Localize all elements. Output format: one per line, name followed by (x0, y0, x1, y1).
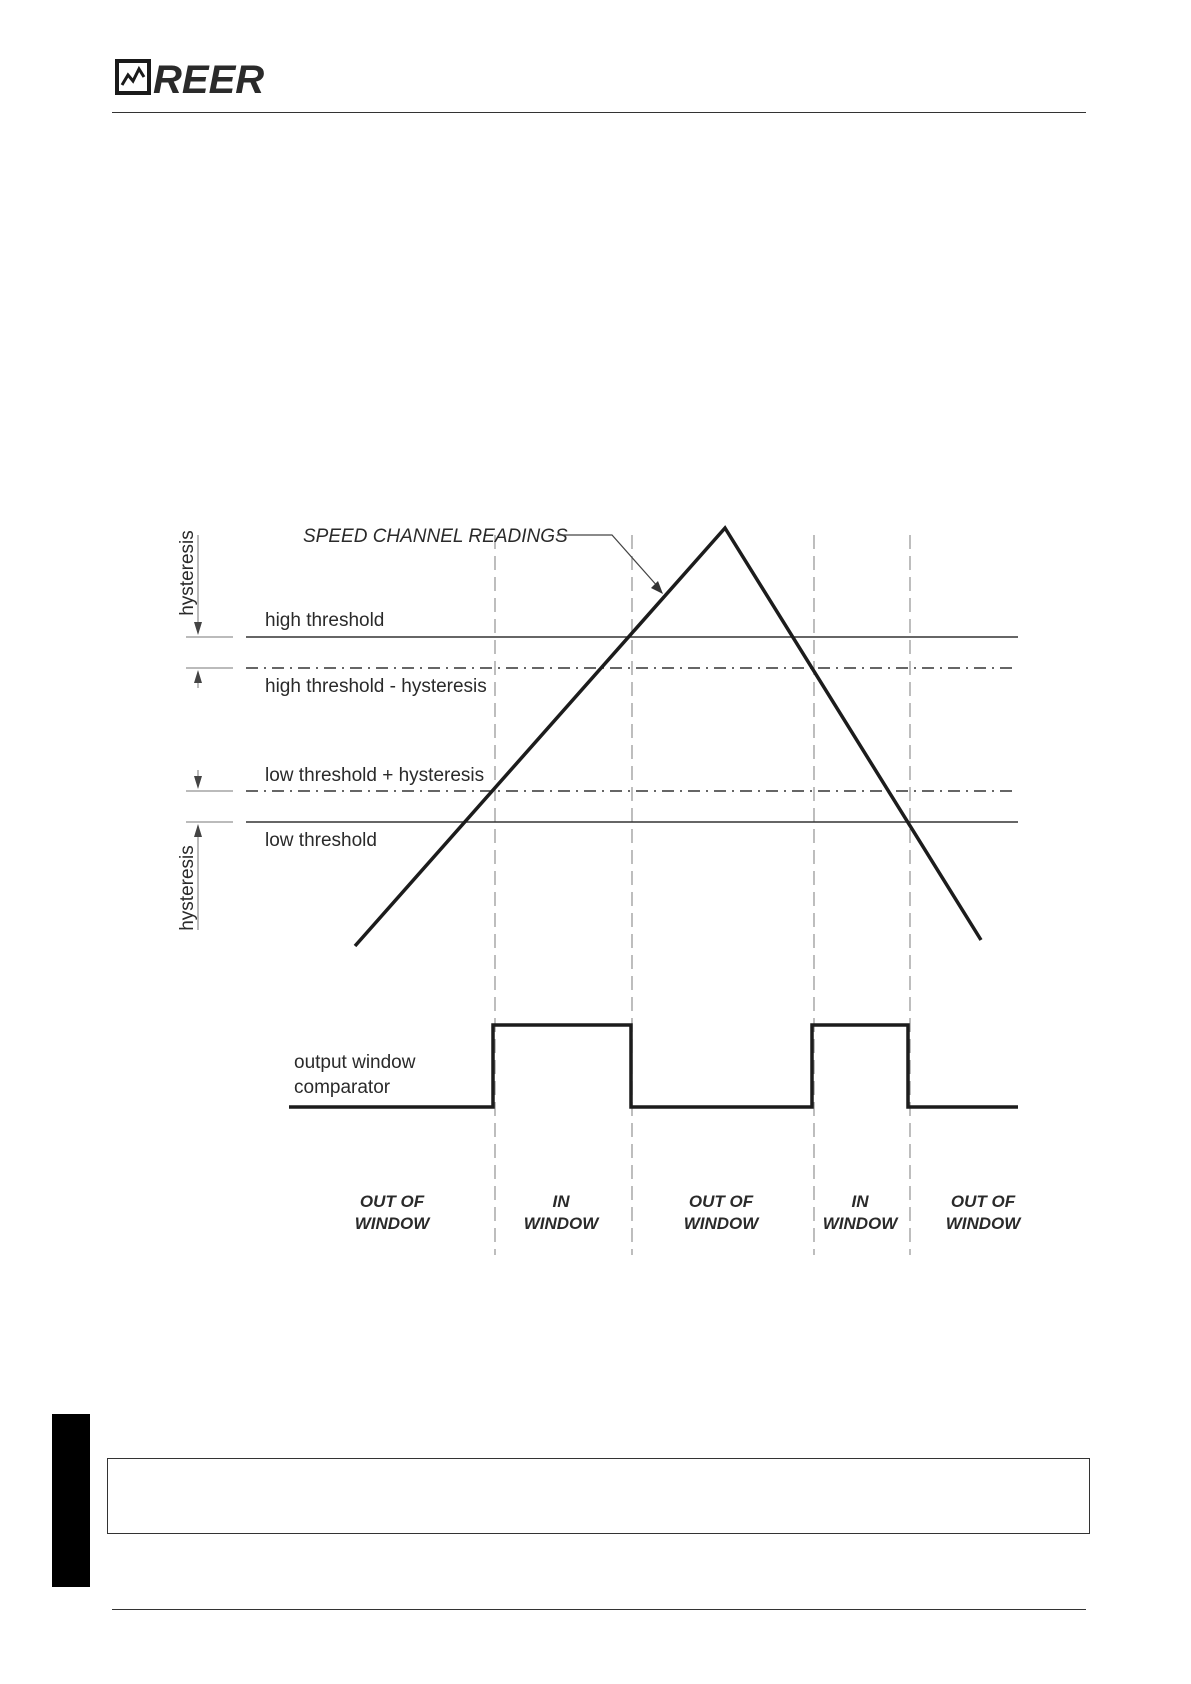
region-3-line2: WINDOW (683, 1214, 759, 1233)
speed-label-leader (557, 535, 659, 588)
region-2-line2: WINDOW (523, 1214, 599, 1233)
region-1-line2: WINDOW (354, 1214, 430, 1233)
speed-channel-label: SPEED CHANNEL READINGS (303, 526, 568, 547)
hysteresis-label-top: hysteresis (177, 530, 198, 616)
output-label-line2: comparator (294, 1077, 391, 1098)
region-1-line1: OUT OF (359, 1192, 425, 1211)
low-threshold-label: low threshold (265, 830, 377, 851)
arrowhead-down-2 (194, 776, 202, 789)
language-side-tab (52, 1414, 90, 1587)
speed-channel-waveform (355, 528, 981, 946)
region-2-line1: IN (552, 1192, 570, 1211)
brand-text: REER (153, 58, 265, 101)
region-5-line2: WINDOW (945, 1214, 1021, 1233)
arrowhead-up-1 (194, 670, 202, 683)
hysteresis-label-bottom: hysteresis (177, 845, 198, 931)
region-4-line2: WINDOW (822, 1214, 898, 1233)
speed-label-arrowhead (651, 581, 663, 594)
region-3-line1: OUT OF (688, 1192, 754, 1211)
footer-rule (112, 1609, 1086, 1610)
region-5-line1: OUT OF (950, 1192, 1016, 1211)
high-threshold-label: high threshold (265, 610, 385, 631)
note-box (107, 1458, 1090, 1534)
arrowhead-down-1 (194, 622, 202, 635)
low-plus-hysteresis-label: low threshold + hysteresis (265, 765, 485, 786)
output-label-line1: output window (294, 1052, 416, 1073)
high-minus-hysteresis-label: high threshold - hysteresis (265, 676, 487, 697)
arrowhead-up-2 (194, 824, 202, 837)
region-4-line1: IN (851, 1192, 869, 1211)
